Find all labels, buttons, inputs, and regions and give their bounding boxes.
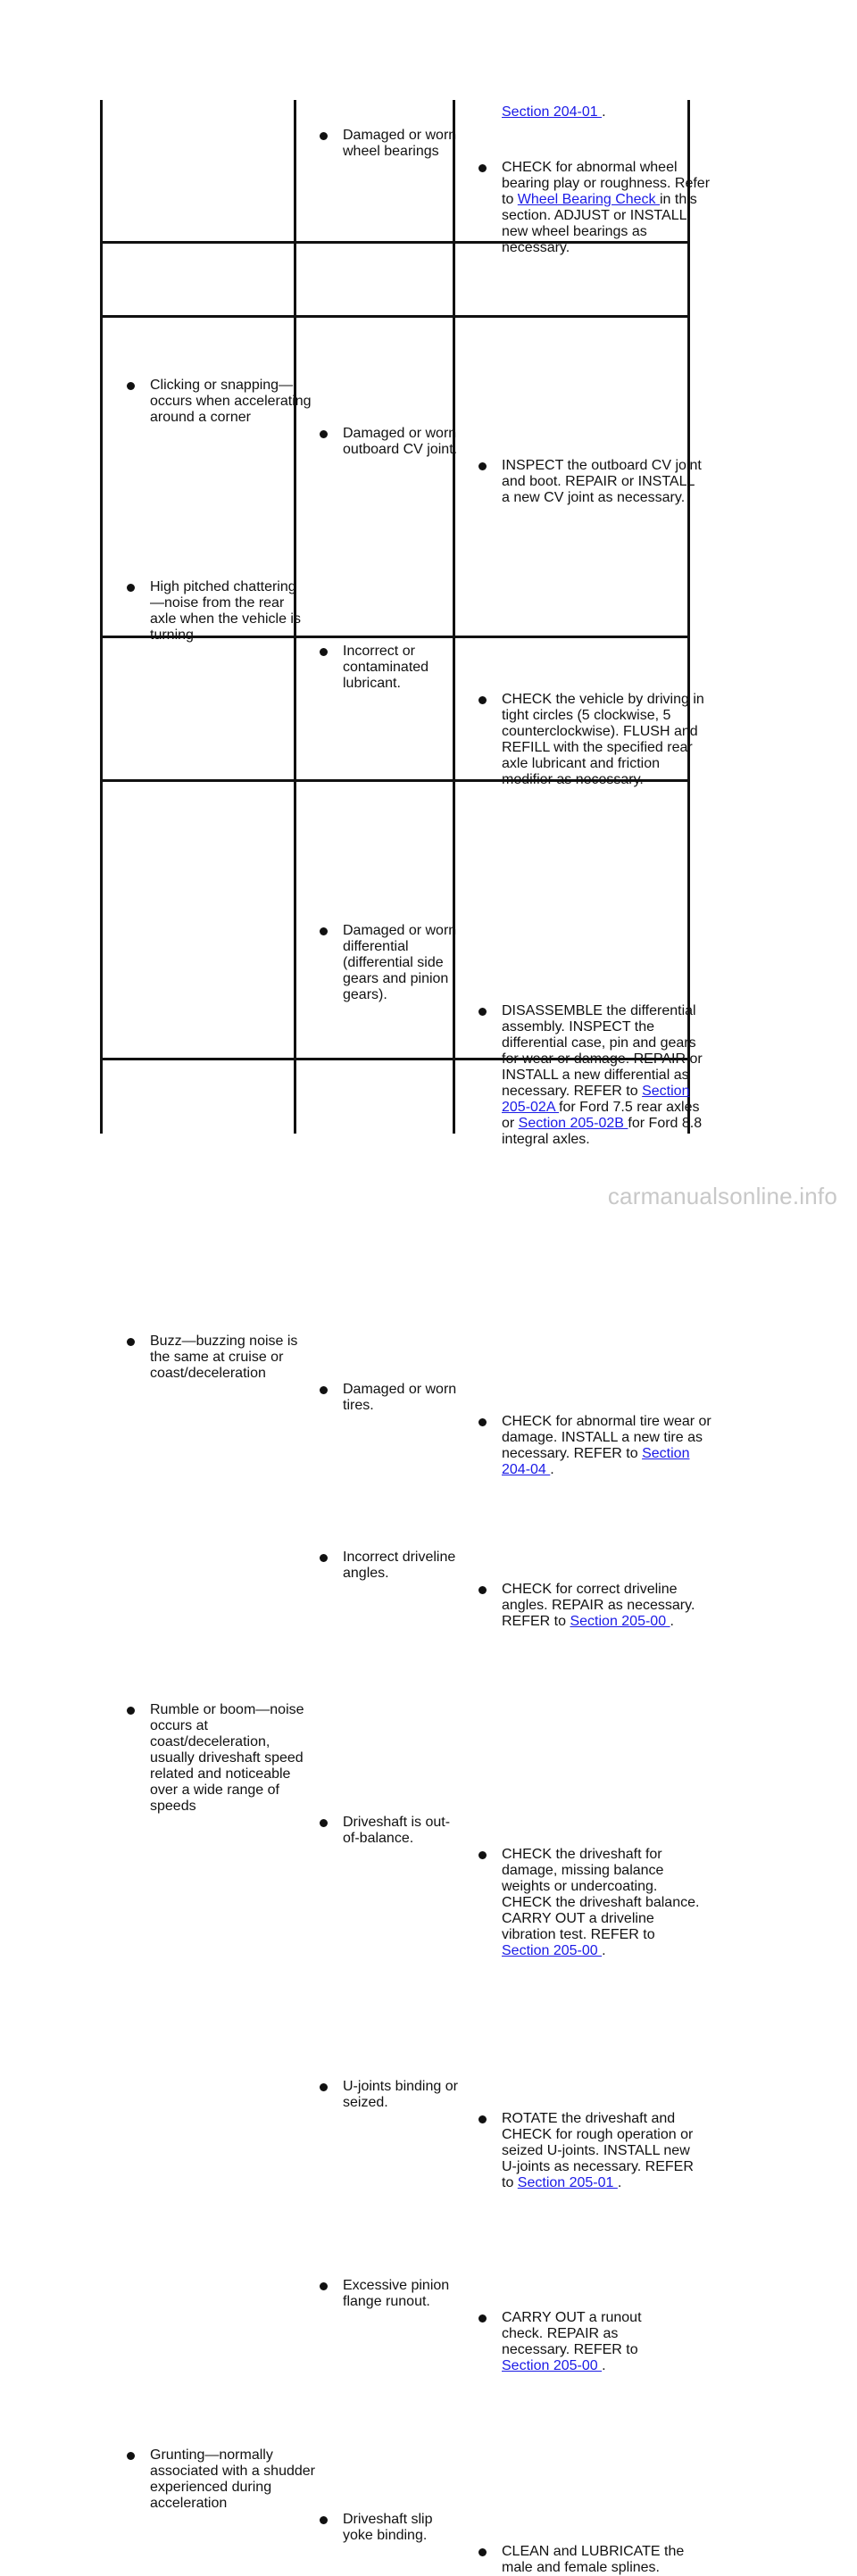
condition-text: Grunting—normally associated with a shudder experienced during acceleration [126, 2447, 315, 2512]
section-link[interactable]: Section 205-00 [502, 2358, 603, 2373]
condition-text: Clicking or snapping—occurs when accelerating around a corner [126, 378, 313, 426]
action-text: INSPECT the outboard CV joint and boot. REPAIR or INSTALL a new CV joint as necessary. [478, 458, 703, 506]
continued-reference: Section 204-01 . [502, 104, 606, 120]
cause-text: Excessive pinion flange runout. [319, 2278, 454, 2310]
section-link[interactable]: Section 205-02B [518, 1116, 628, 1131]
table-left-border [100, 100, 103, 1134]
condition-text: Buzz—buzzing noise is the same at cruise or coast/deceleration [126, 1334, 315, 1382]
cause-text: Driveshaft slip yoke binding. [319, 2512, 459, 2544]
condition-text: High pitched chattering—noise from the rear axle when the vehicle is turning [126, 579, 302, 644]
cause-text: Damaged or worn wheel bearings [319, 128, 472, 160]
action-text: CHECK for abnormal wheel bearing play or roughness. Refer to Wheel Bearing Check in this section. ADJUST or INSTALL new wheel bearings as necessary. [478, 160, 711, 256]
action-text: CLEAN and LUBRICATE the male and female splines. [478, 2544, 694, 2576]
condition-text: Rumble or boom—noise occurs at coast/deceleration, usually driveshaft speed related and noticeable over a wide range of speeds [126, 1702, 315, 1815]
section-link[interactable]: Section 205-02A [502, 1084, 690, 1115]
section-link[interactable]: Section 205-01 [517, 2175, 618, 2190]
row-divider [100, 315, 689, 318]
action-text: DISASSEMBLE the differential assembly. INSPECT the differential case, pin and gears for wear or damage. REPAIR or INSTALL a new differential as necessary. REFER to Section 205-02A for Ford 7.5 rear axles or Section 205-02B for Ford 8.8 integral axles. [478, 1003, 711, 1148]
cause-text: Incorrect driveline angles. [319, 1550, 475, 1582]
action-text: CHECK the driveshaft for damage, missing balance weights or undercoating. CHECK the driveshaft balance. CARRY OUT a driveline vibration test. REFER to Section 205-00 . [478, 1847, 703, 1959]
site-watermark: carmanualsonline.info [607, 1183, 837, 1209]
action-text: CHECK for abnormal tire wear or damage. INSTALL a new tire as necessary. REFER to Section 204-04 . [478, 1414, 711, 1478]
action-text: CHECK for correct driveline angles. REPAIR as necessary. REFER to Section 205-00 . [478, 1582, 707, 1630]
section-link[interactable]: Section 204-04 [502, 1446, 690, 1477]
action-text: CARRY OUT a runout check. REPAIR as necessary. REFER to Section 205-00 . [478, 2310, 680, 2374]
section-link[interactable]: Section 205-00 [502, 1943, 603, 1958]
cause-text: Driveshaft is out-of-balance. [319, 1815, 459, 1847]
action-text: ROTATE the driveshaft and CHECK for rough operation or seized U-joints. INSTALL new U-joints as necessary. REFER to Section 205-01 . [478, 2111, 707, 2191]
section-link[interactable]: Section 205-00 [570, 1614, 670, 1629]
cause-text: Incorrect or contaminated lubricant. [319, 644, 459, 692]
cause-text: Damaged or worn differential (differential side gears and pinion gears). [319, 923, 475, 1003]
action-text: CHECK the vehicle by driving in tight circles (5 clockwise, 5 counterclockwise). FLUSH and REFILL with the specified rear axle lubricant and friction modifier as necessary. [478, 692, 705, 788]
cause-text: Damaged or worn outboard CV joint. [319, 426, 472, 458]
cause-text: U-joints binding or seized. [319, 2079, 472, 2111]
wheel-bearing-check-link[interactable]: Wheel Bearing Check [517, 192, 660, 207]
cause-text: Damaged or worn tires. [319, 1382, 459, 1414]
section-link[interactable]: Section 204-01 [502, 104, 603, 120]
